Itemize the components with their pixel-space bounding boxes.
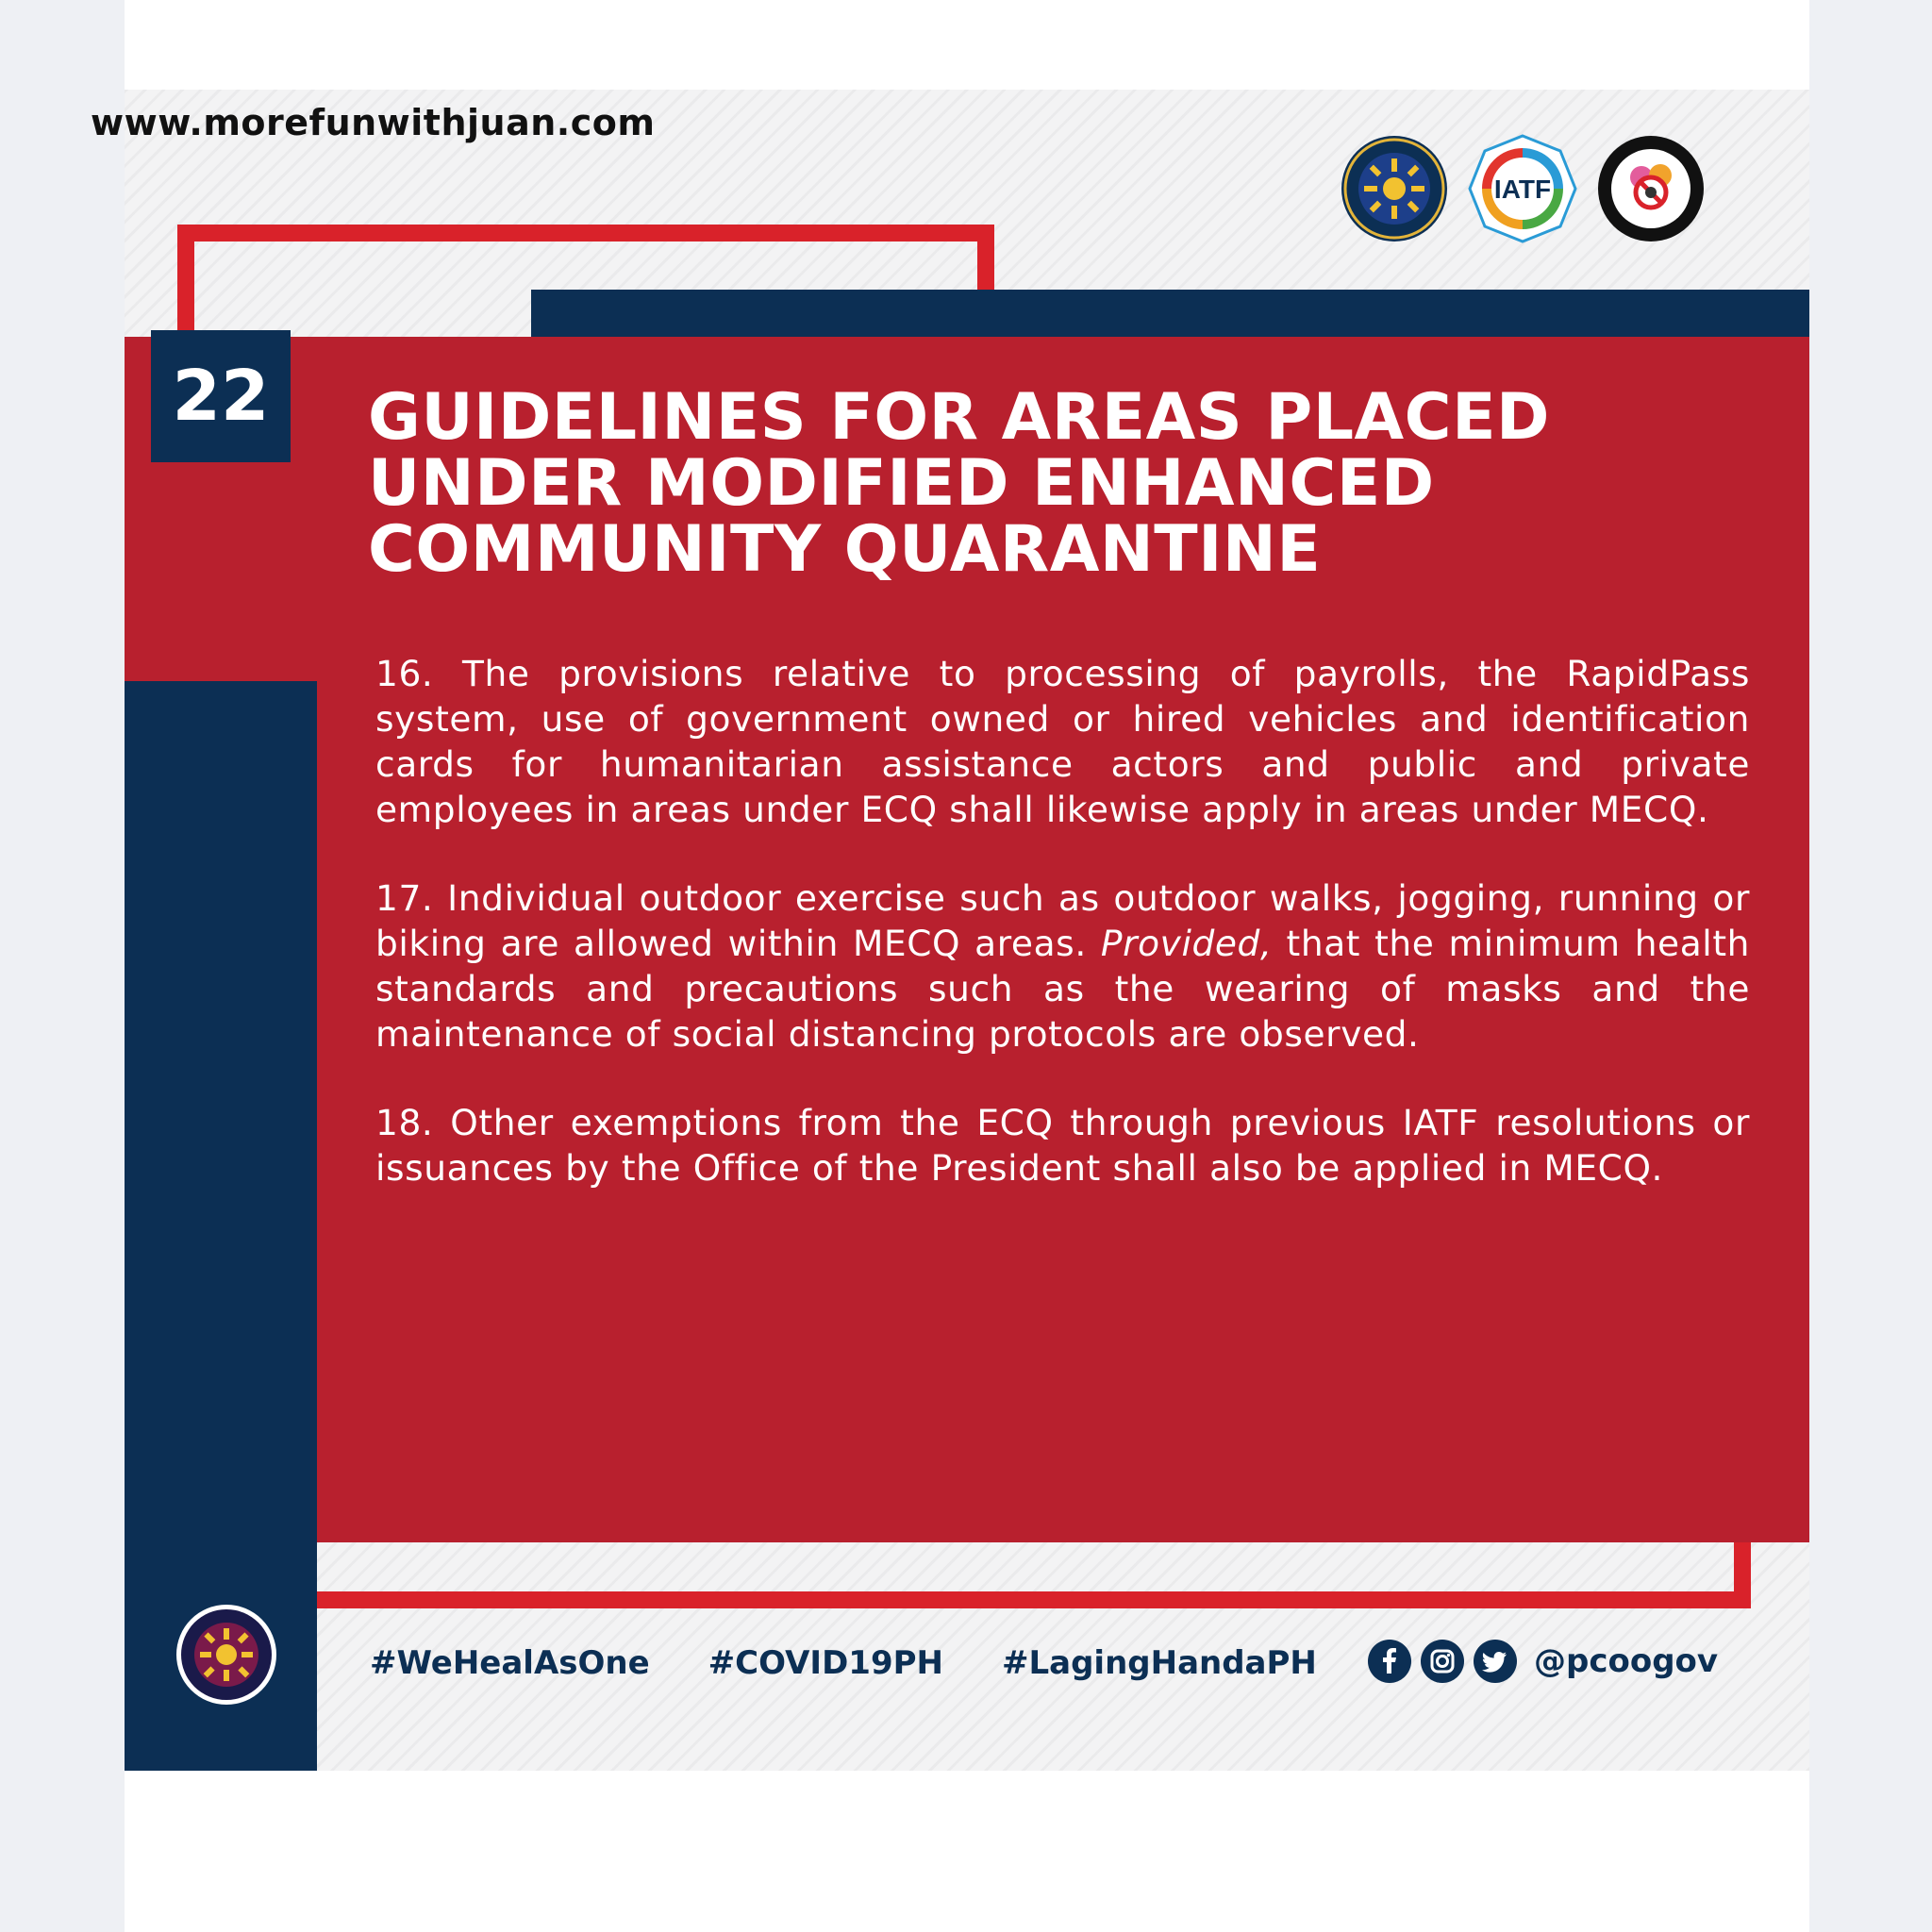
guideline-item-16: 16. The provisions relative to processing of payrolls, the RapidPass system, use of government owned or hired vehicles and identification cards for humanitarian assistance actors and public and private employees in areas under ECQ shall likewise apply in areas under MECQ. — [375, 653, 1750, 830]
title-line: UNDER MODIFIED ENHANCED — [368, 446, 1435, 521]
iatf-logo-icon — [1468, 134, 1577, 243]
guideline-item-17 — [375, 875, 1750, 1057]
ntf-covid19-logo-icon — [1596, 134, 1706, 243]
hashtag[interactable]: #WeHealAsOne — [370, 1644, 650, 1682]
website-url: www.morefunwithjuan.com — [91, 102, 656, 143]
social-links — [1368, 1638, 1718, 1685]
decorative-red-frame-bottom — [317, 1542, 1751, 1608]
guideline-text: that the minimum health standards and precautions such as the wearing of masks and the maintenance of social distancing protocols are observed. — [375, 923, 1750, 1055]
guideline-emphasis: Provided, — [1100, 923, 1273, 964]
hashtag[interactable]: #COVID19PH — [708, 1644, 943, 1682]
slide-number-badge: 22 — [151, 330, 291, 462]
guidelines-list — [375, 651, 1750, 1234]
pcoo-seal-icon — [1340, 134, 1449, 243]
svg-text:IATF: IATF — [1493, 175, 1552, 204]
instagram-icon[interactable] — [1421, 1640, 1464, 1683]
bureau-of-communications-services-seal-icon — [175, 1604, 277, 1706]
social-handle[interactable]: @pcoogov — [1534, 1642, 1719, 1680]
hashtag[interactable]: #LagingHandaPH — [1001, 1644, 1317, 1682]
guideline-item-18: 18. Other exemptions from the ECQ through previous IATF resolutions or issuances by the Office of the President shall also be applied in MECQ. — [375, 1102, 1750, 1189]
title-line: GUIDELINES FOR AREAS PLACED — [368, 380, 1550, 455]
twitter-icon[interactable] — [1474, 1640, 1517, 1683]
guideline-text: 17. Individual outdoor exercise such as outdoor walks, jogging, running or biking are allowed within MECQ areas. — [375, 877, 1750, 964]
facebook-icon[interactable] — [1368, 1640, 1411, 1683]
page-title — [368, 380, 1594, 587]
decorative-navy-bar-top — [531, 290, 1809, 337]
hashtag-row — [370, 1640, 1375, 1687]
title-line: COMMUNITY QUARANTINE — [368, 512, 1322, 587]
